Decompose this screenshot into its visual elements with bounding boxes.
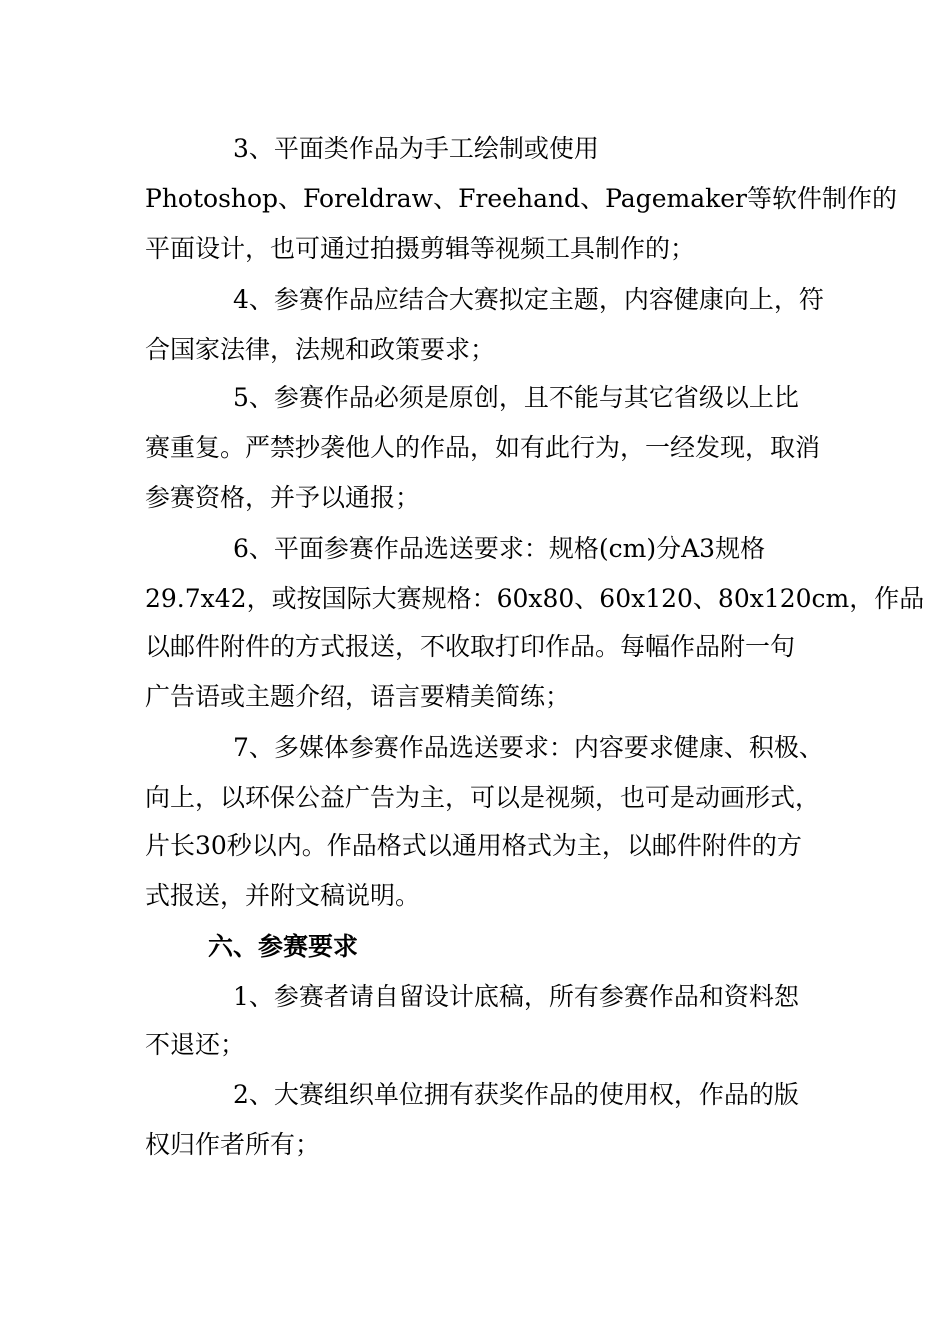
text-line-20: 2、大赛组织单位拥有获奖作品的使用权，作品的版: [233, 1080, 799, 1109]
text-line-10: 29.7x42，或按国际大赛规格：60x80、60x120、80x120cm，作品: [145, 584, 925, 613]
text-line-2: Photoshop、Foreldraw、Freehand、Pagemaker等软件制作的: [145, 184, 897, 213]
text-line-19: 不退还；: [145, 1030, 246, 1059]
text-line-15: 片长30秒以内。作品格式以通用格式为主，以邮件附件的方: [145, 831, 802, 860]
text-line-12: 广告语或主题介绍，语言要精美简练；: [145, 682, 571, 711]
text-line-16: 式报送，并附文稿说明。: [145, 881, 421, 910]
text-line-6: 5、参赛作品必须是原创，且不能与其它省级以上比: [233, 383, 799, 412]
text-line-13: 7、多媒体参赛作品选送要求：内容要求健康、积极、: [233, 733, 824, 762]
text-line-3: 平面设计，也可通过拍摄剪辑等视频工具制作的；: [145, 234, 696, 263]
text-line-11: 以邮件附件的方式报送，不收取打印作品。每幅作品附一句: [145, 632, 796, 661]
text-line-18: 1、参赛者请自留设计底稿，所有参赛作品和资料恕: [233, 982, 799, 1011]
section-heading: 六、参赛要求: [208, 932, 359, 961]
text-line-4: 4、参赛作品应结合大赛拟定主题，内容健康向上，符: [233, 285, 824, 314]
text-line-7: 赛重复。严禁抄袭他人的作品，如有此行为，一经发现，取消: [145, 433, 821, 462]
text-line-8: 参赛资格，并予以通报；: [145, 483, 421, 512]
text-line-14: 向上，以环保公益广告为主，可以是视频，也可是动画形式，: [145, 783, 821, 812]
text-line-21: 权归作者所有；: [145, 1130, 321, 1159]
text-line-5: 合国家法律，法规和政策要求；: [145, 335, 496, 364]
text-line-1: 3、平面类作品为手工绘制或使用: [233, 134, 599, 163]
text-line-9: 6、平面参赛作品选送要求：规格(cm)分A3规格: [233, 534, 766, 563]
